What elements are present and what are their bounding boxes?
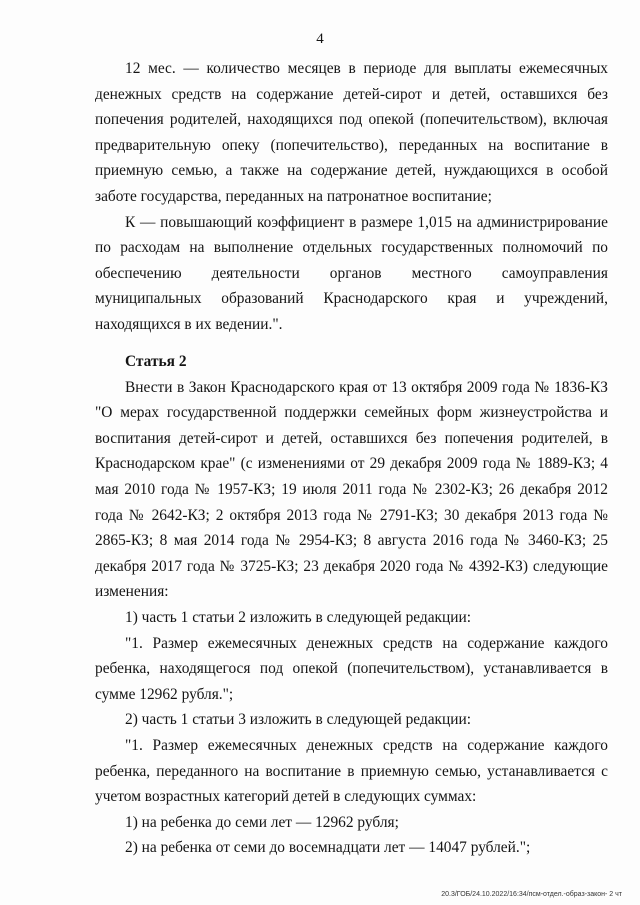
- article-2-section: [95, 349, 608, 861]
- paragraph-subitem-1: 1) на ребенка до семи лет — 12962 рубля;: [125, 813, 399, 831]
- paragraph-item-1-text: "1. Размер ежемесячных денежных средств на содержание каждого ребенка, находящегося под опекой (попечительством), устанавливается в сумме 12962 рубля.";: [95, 634, 608, 703]
- paragraph-months-definition: 12 мес. — количество месяцев в периоде для выплаты ежемесячных денежных средств на содержание детей-сирот и детей, оставшихся без попечения родителей, находящихся под опекой (попечительством), включая предварительную опеку (попечительство), переданных на воспитание в приемную семью, а также на содержание детей, нуждающихся в особой заботе государства, переданных на патронатное воспитание;: [95, 60, 608, 205]
- continuation-section: [95, 56, 608, 338]
- paragraph-amendment-intro: Внести в Закон Краснодарского края от 13 октября 2009 года № 1836-КЗ "О мерах государственной поддержки семейных форм жизнеустройства и воспитания детей-сирот и детей, оставшихся без попечения родителей, в Краснодарском крае" (с изменениями от 29 декабря 2009 года № 1889-КЗ; 4 мая 2010 года № 1957-КЗ; 19 июля 2011 года № 2302-КЗ; 26 декабря 2012 года № 2642-КЗ; 2 октября 2013 года № 2791-КЗ; 30 декабря 2013 года № 2865-КЗ; 8 мая 2014 года № 2954-КЗ; 8 августа 2016 года № 3460-КЗ; 25 декабря 2017 года № 3725-КЗ; 23 декабря 2020 года № 4392-КЗ) следующие изменения:: [95, 378, 608, 601]
- paragraph-item-2-text: "1. Размер ежемесячных денежных средств на содержание каждого ребенка, переданного на воспитание в приемную семью, устанавливается с учетом возрастных категорий детей в следующих суммах:: [95, 736, 608, 806]
- footer-stamp: 20.3/ГОБ/24.10.2022/16:34/псм-отдел.-образ-закон- 2 чт: [441, 891, 622, 898]
- paragraph-subitem-2: 2) на ребенка от семи до восемнадцати лет — 14047 рублей.";: [125, 839, 531, 857]
- paragraph-item-1: 1) часть 1 статьи 2 изложить в следующей редакции:: [125, 608, 472, 626]
- article-heading: Статья 2: [125, 353, 187, 370]
- paragraph-item-2: 2) часть 1 статьи 3 изложить в следующей редакции:: [125, 711, 472, 729]
- page-number: 4: [316, 31, 324, 47]
- paragraph-coefficient-definition: К — повышающий коэффициент в размере 1,015 на администрирование по расходам на выполнение отдельных государственных полномочий по обеспечению деятельности органов местного самоуправления муниципальных образований Краснодарского края и учреждений, находящихся в их ведении.".: [95, 213, 608, 333]
